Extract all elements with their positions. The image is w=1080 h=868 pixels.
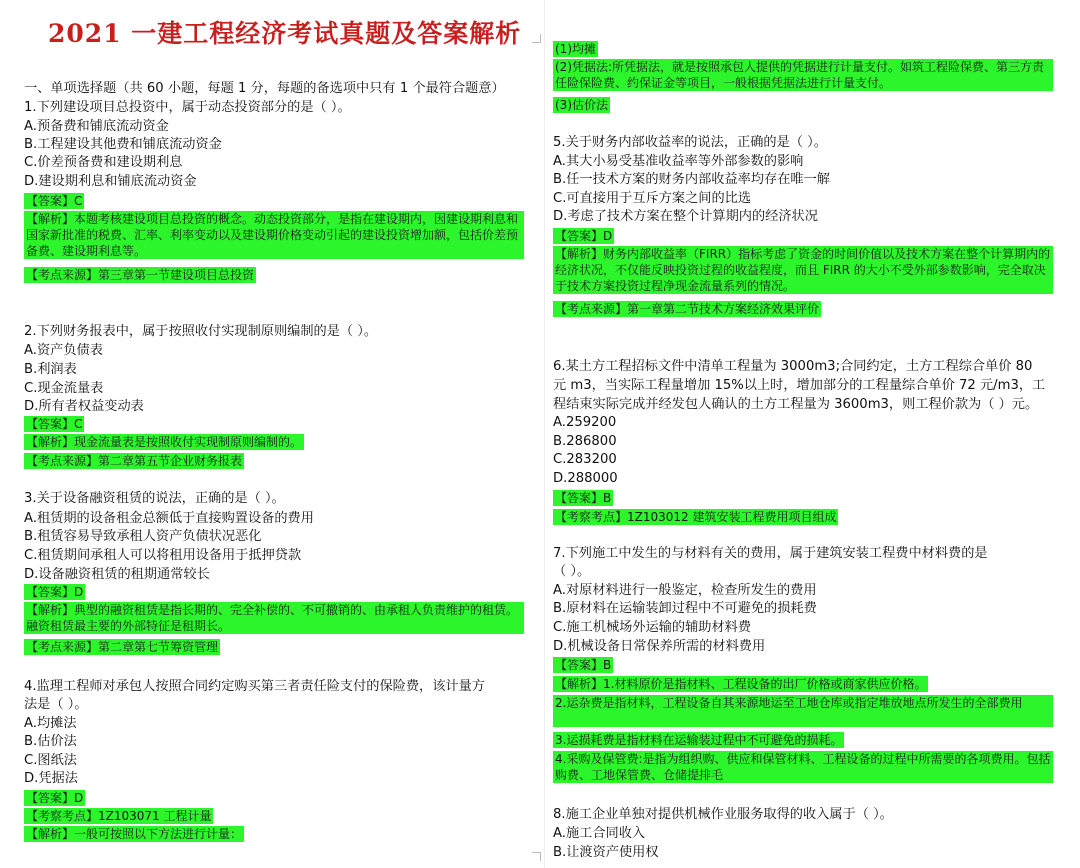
q4-analysis: 【解析】一般可按照以下方法进行计量：: [26, 827, 243, 841]
q3-option-c: C.租赁期间承租人可以将租用设备用于抵押贷款: [24, 548, 302, 563]
q6-option-a: A.259200: [553, 415, 617, 430]
section-heading: 一、单项选择题（共 60 小题，每题 1 分，每题的备选项中只有 1 个最符合题意）: [24, 81, 505, 96]
q4-option-a: A.均摊法: [24, 716, 77, 731]
q6-option-b: B.286800: [553, 434, 617, 449]
q1-option-b: B.工程建设其他费和铺底流动资金: [24, 137, 222, 152]
q4-cont-line1: (1)均摊: [555, 42, 596, 56]
q7-option-a: A.对原材料进行一般鉴定，检查所发生的费用: [553, 583, 817, 598]
q3-answer: 【答案】D: [26, 585, 84, 599]
q5-option-c: C.可直接用于互斥方案之间的比选: [553, 191, 752, 206]
q5-option-b: B.任一技术方案的财务内部收益率均存在唯一解: [553, 172, 830, 187]
q7-answer: 【答案】B: [555, 658, 612, 672]
q1-analysis: 【解析】本题考核建设项目总投资的概念。动态投资部分，是指在建设期内，因建设期利息和国家新批准的税费、汇率、利率变动以及建设期价格变动引起的建设投资增加额，包括价差预备费、建设期利息等。: [24, 211, 524, 259]
q3-analysis: 【解析】典型的融资租赁是指长期的、完全补偿的、不可撤销的、由承租人负责维护的租赁。融资租赁最主要的外部特征是租期长。: [24, 602, 524, 634]
q2-option-a: A.资产负债表: [24, 343, 103, 358]
corner-mark: [532, 34, 541, 43]
q5-source: 【考点来源】第一章第二节技术方案经济效果评价: [555, 302, 820, 316]
q8-stem: 8.施工企业单独对提供机械作业服务取得的收入属于（ ）。: [553, 807, 893, 822]
q4-stem-line2: 法是（ ）。: [24, 697, 88, 712]
corner-mark: [532, 852, 541, 861]
q3-option-b: B.租赁容易导致承租人资产负债状况恶化: [24, 529, 262, 544]
q1-option-c: C.价差预备费和建设期利息: [24, 155, 183, 170]
q6-stem-line2: 元 m3，当实际工程量增加 15%以上时，增加部分的工程量综合单价 72 元/m3，工: [553, 378, 1046, 393]
q3-option-d: D.设备融资租赁的租期通常较长: [24, 567, 210, 582]
q5-option-d: D.考虑了技术方案在整个计算期内的经济状况: [553, 209, 818, 224]
q2-option-b: B.利润表: [24, 362, 77, 377]
q2-answer: 【答案】C: [26, 417, 83, 431]
q1-stem: 1.下列建设项目总投资中，属于动态投资部分的是（ ）。: [24, 100, 351, 115]
q5-analysis: 【解析】财务内部收益率（FIRR）指标考虑了资金的时间价值以及技术方案在整个计算期内的经济状况，不仅能反映投资过程的收益程度，而且 FIRR 的大小不受外部参数影响，完全取决于技术方案投资过程净现金流量系列的情况。: [553, 246, 1053, 294]
q6-option-c: C.283200: [553, 452, 617, 467]
q3-option-a: A.租赁期的设备租金总额低于直接购置设备的费用: [24, 511, 314, 526]
q4-option-b: B.估价法: [24, 734, 77, 749]
q1-option-d: D.建设期利息和铺底流动资金: [24, 174, 197, 189]
q7-analysis-3: 3.运损耗费是指材料在运输装过程中不可避免的损耗。: [555, 733, 843, 747]
q2-stem: 2.下列财务报表中，属于按照收付实现制原则编制的是（ ）。: [24, 324, 378, 339]
q5-stem: 5.关于财务内部收益率的说法，正确的是（ ）。: [553, 135, 827, 150]
q7-option-d: D.机械设备日常保养所需的材料费用: [553, 639, 766, 654]
q6-stem-line1: 6.某土方工程招标文件中清单工程量为 3000m3;合同约定，土方工程综合单价 80: [553, 359, 1033, 374]
q4-source: 【考察考点】1Z103071 工程计量: [26, 809, 212, 823]
q4-cont-line2: (2)凭据法:所凭据法，就是按照承包人提供的凭据进行计量支付。如筑工程险保费、第三方责任险保险费、约保证金等项目，一般根据凭据法进行计量支付。: [553, 59, 1053, 91]
q3-stem: 3.关于设备融资租赁的说法，正确的是（ ）。: [24, 491, 285, 506]
q2-analysis: 【解析】现金流量表是按照收付实现制原则编制的。: [26, 435, 303, 449]
q1-answer: 【答案】C: [26, 194, 83, 208]
q1-source: 【考点来源】第三章第一节建设项目总投资: [26, 268, 255, 282]
q4-option-d: D.凭据法: [24, 771, 78, 786]
q8-option-a: A.施工合同收入: [553, 826, 646, 841]
q7-option-c: C.施工机械场外运输的辅助材料费: [553, 620, 752, 635]
q6-stem-line3: 程结束实际完成并经发包人确认的土方工程量为 3600m3，则工程价款为（ ）元。: [553, 397, 1039, 412]
q7-stem-line1: 7.下列施工中发生的与材料有关的费用，属于建筑安装工程费中材料费的是: [553, 546, 988, 561]
q2-option-d: D.所有者权益变动表: [24, 399, 144, 414]
column-divider: [544, 0, 545, 868]
q7-analysis-1: 【解析】1.材料原价是指材料、工程设备的出厂价格或商家供应价格。: [555, 677, 927, 691]
q5-answer: 【答案】D: [555, 229, 613, 243]
page-title: 2021 一建工程经济考试真题及答案解析: [48, 19, 522, 48]
q2-option-c: C.现金流量表: [24, 381, 104, 396]
q4-cont-line3: (3)估价法: [555, 98, 608, 112]
q1-option-a: A.预备费和铺底流动资金: [24, 119, 169, 134]
q6-option-d: D.288000: [553, 471, 618, 486]
q4-stem-line1: 4.监理工程师对承包人按照合同约定购买第三者责任险支付的保险费，该计量方: [24, 679, 485, 694]
q7-analysis-2: 2.运杂费是指材料，工程设备自其来源地运至工地仓库或指定堆放地点所发生的全部费用: [553, 695, 1053, 727]
q6-source: 【考察考点】1Z103012 建筑安装工程费用项目组成: [555, 510, 837, 524]
q7-option-b: B.原材料在运输装卸过程中不可避免的损耗费: [553, 601, 817, 616]
q2-source: 【考点来源】第二章第五节企业财务报表: [26, 454, 243, 468]
q6-answer: 【答案】B: [555, 491, 612, 505]
q7-analysis-4: 4.采购及保管费:是指为组织购、供应和保管材料、工程设备的过程中所需要的各项费用。包括购费、工地保管费、仓储提排毛: [553, 751, 1053, 783]
q5-option-a: A.其大小易受基准收益率等外部参数的影响: [553, 154, 804, 169]
q4-option-c: C.图纸法: [24, 753, 77, 768]
q8-option-b: B.让渡资产使用权: [553, 845, 659, 860]
q3-source: 【考点来源】第二章第七节筹资管理: [26, 640, 219, 654]
q7-stem-line2: （ ）。: [553, 564, 591, 579]
q4-answer: 【答案】D: [26, 791, 84, 805]
